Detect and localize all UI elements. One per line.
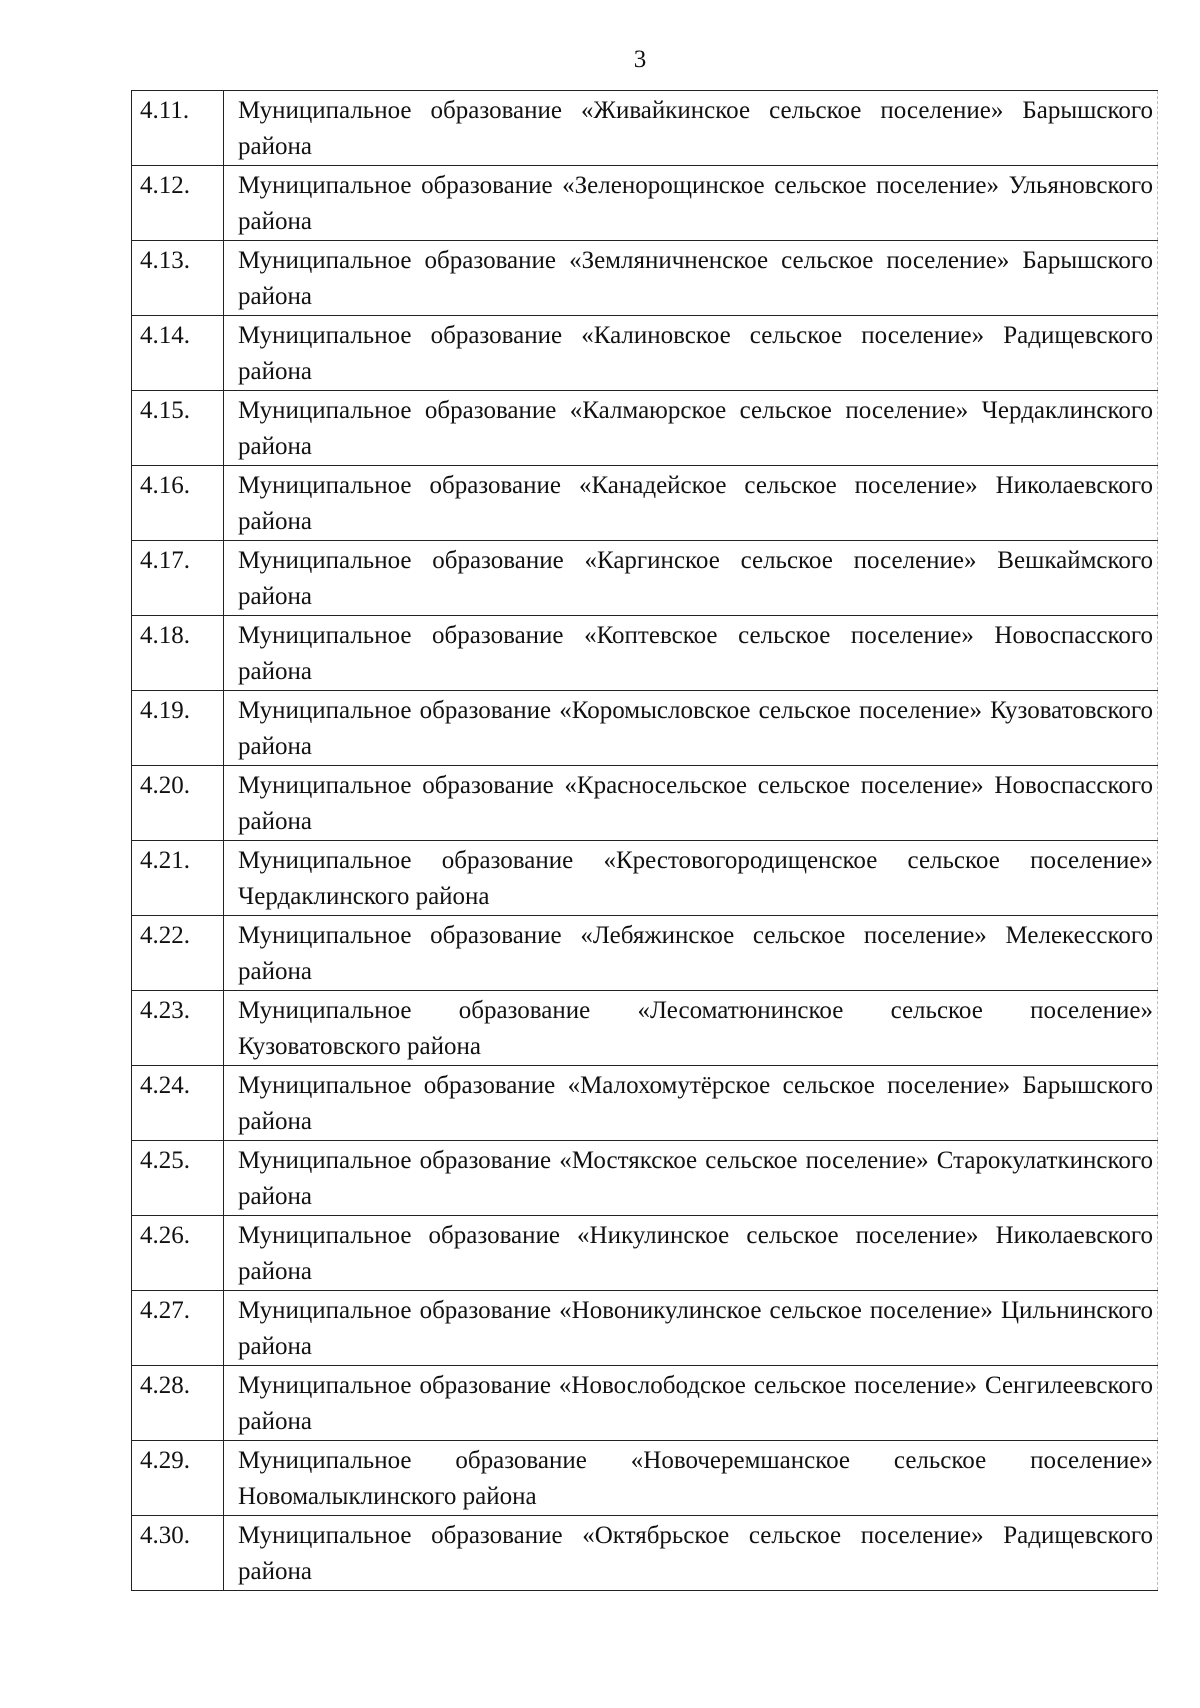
table-row — [132, 616, 1158, 691]
row-number: 4.22. — [132, 916, 224, 991]
row-number: 4.13. — [132, 241, 224, 316]
row-number: 4.28. — [132, 1366, 224, 1441]
row-text: Муниципальное образование «Коромысловское сельское поселение» Кузоватовского района — [224, 691, 1158, 766]
row-number: 4.16. — [132, 466, 224, 541]
table-row — [132, 691, 1158, 766]
table-row — [132, 916, 1158, 991]
table-row — [132, 1216, 1158, 1291]
row-number: 4.23. — [132, 991, 224, 1066]
row-text: Муниципальное образование «Лебяжинское сельское поселение» Мелекесского района — [224, 916, 1158, 991]
table-row — [132, 1141, 1158, 1216]
table-row — [132, 316, 1158, 391]
table-row — [132, 166, 1158, 241]
table-row — [132, 1441, 1158, 1516]
row-number: 4.20. — [132, 766, 224, 841]
row-number: 4.21. — [132, 841, 224, 916]
table-row — [132, 766, 1158, 841]
table-row — [132, 391, 1158, 466]
row-number: 4.17. — [132, 541, 224, 616]
row-number: 4.12. — [132, 166, 224, 241]
row-text: Муниципальное образование «Октябрьское сельское поселение» Радищевского района — [224, 1516, 1158, 1591]
row-number: 4.25. — [132, 1141, 224, 1216]
row-text: Муниципальное образование «Лесоматюнинское сельское поселение» Кузоватовского района — [224, 991, 1158, 1066]
row-text: Муниципальное образование «Земляничненское сельское поселение» Барышского района — [224, 241, 1158, 316]
row-number: 4.30. — [132, 1516, 224, 1591]
table-row — [132, 1066, 1158, 1141]
row-text: Муниципальное образование «Крестовогородищенское сельское поселение» Чердаклинского района — [224, 841, 1158, 916]
row-number: 4.26. — [132, 1216, 224, 1291]
table-row — [132, 991, 1158, 1066]
table-row — [132, 841, 1158, 916]
row-number: 4.24. — [132, 1066, 224, 1141]
row-text: Муниципальное образование «Малохомутёрское сельское поселение» Барышского района — [224, 1066, 1158, 1141]
row-text: Муниципальное образование «Зеленорощинское сельское поселение» Ульяновского района — [224, 166, 1158, 241]
row-text: Муниципальное образование «Калиновское сельское поселение» Радищевского района — [224, 316, 1158, 391]
table-row — [132, 1366, 1158, 1441]
row-text: Муниципальное образование «Канадейское сельское поселение» Николаевского района — [224, 466, 1158, 541]
row-text: Муниципальное образование «Коптевское сельское поселение» Новоспасского района — [224, 616, 1158, 691]
table-row — [132, 541, 1158, 616]
row-text: Муниципальное образование «Калмаюрское сельское поселение» Чердаклинского района — [224, 391, 1158, 466]
row-text: Муниципальное образование «Новослободское сельское поселение» Сенгилеевского района — [224, 1366, 1158, 1441]
table-row — [132, 91, 1158, 166]
row-number: 4.27. — [132, 1291, 224, 1366]
table-row — [132, 1516, 1158, 1591]
row-text: Муниципальное образование «Каргинское сельское поселение» Вешкаймского района — [224, 541, 1158, 616]
table-row — [132, 241, 1158, 316]
municipalities-table — [131, 90, 1158, 1591]
row-number: 4.19. — [132, 691, 224, 766]
row-text: Муниципальное образование «Красносельское сельское поселение» Новоспасского района — [224, 766, 1158, 841]
row-text: Муниципальное образование «Никулинское сельское поселение» Николаевского района — [224, 1216, 1158, 1291]
row-number: 4.18. — [132, 616, 224, 691]
row-text: Муниципальное образование «Новоникулинское сельское поселение» Цильнинского района — [224, 1291, 1158, 1366]
table-row — [132, 1291, 1158, 1366]
row-number: 4.15. — [132, 391, 224, 466]
row-number: 4.29. — [132, 1441, 224, 1516]
page-number: 3 — [633, 46, 647, 73]
table-row — [132, 466, 1158, 541]
row-text: Муниципальное образование «Живайкинское сельское поселение» Барышского района — [224, 91, 1158, 166]
row-text: Муниципальное образование «Мостякское сельское поселение» Старокулаткинского района — [224, 1141, 1158, 1216]
row-number: 4.11. — [132, 91, 224, 166]
row-number: 4.14. — [132, 316, 224, 391]
row-text: Муниципальное образование «Новочеремшанское сельское поселение» Новомалыклинского района — [224, 1441, 1158, 1516]
